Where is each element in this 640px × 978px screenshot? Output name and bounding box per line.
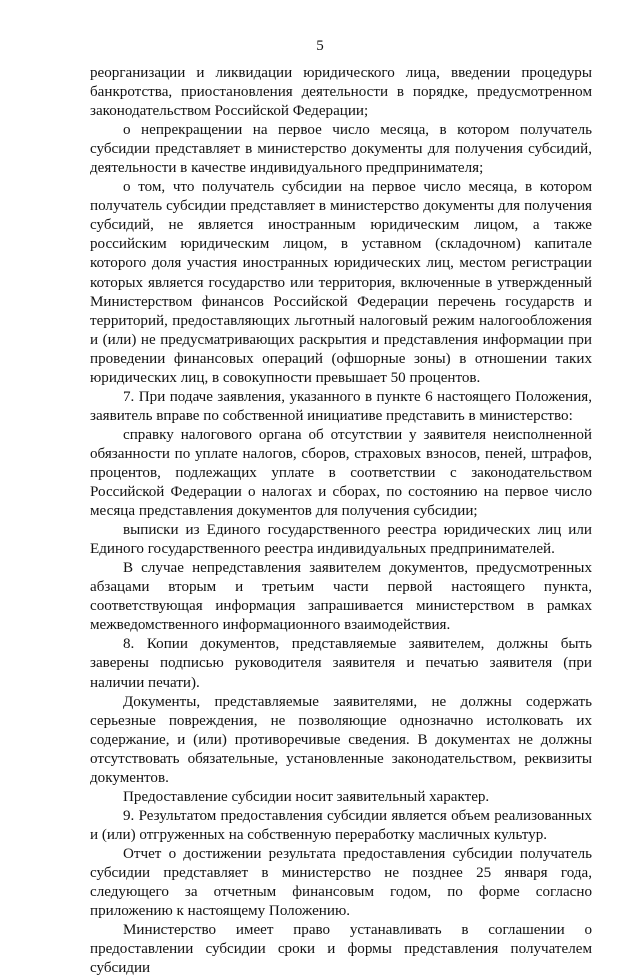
- paragraph: выписки из Единого государственного реестра юридических лиц или Единого государственного реестра индивидуальных предпринимателей.: [90, 522, 592, 558]
- paragraph: о том, что получатель субсидии на первое число месяца, в котором получатель субсидии представляет в министерство документы для получения субсидий, не является иностранным юридическим лицом, а также российским юридическим лицом, в уставном (складочном) капитале которого доля участия иностранных юридических лиц, местом регистрации которых является государство или территория, включенные в утвержденный Министерством финансов Российской Федерации перечень государств и территорий, предоставляющих льготный налоговый режим налогообложения и (или) не предусматривающих раскрытия и представления информации при проведении финансовых операций (офшорные зоны) в отношении таких юридических лиц, в совокупности превышает 50 процентов.: [90, 179, 592, 386]
- paragraph: о непрекращении на первое число месяца, в котором получатель субсидии представляет в министерство документы для получения субсидий, деятельности в качестве индивидуального предпринимателя;: [90, 122, 592, 177]
- paragraph-continuation: реорганизации и ликвидации юридического лица, введении процедуры банкротства, приостановления деятельности в порядке, предусмотренном законодательством Российской Федерации;: [90, 65, 592, 120]
- paragraph: справку налогового органа об отсутствии у заявителя неисполненной обязанности по уплате налогов, сборов, страховых взносов, пеней, штрафов, процентов, подлежащих уплате в соответствии с законодательством Российской Федерации о налогах и сборах, по состоянию на первое число месяца представления документов для получения субсидии;: [90, 426, 592, 520]
- paragraph-truncated: Министерство имеет право устанавливать в соглашении о предоставлении субсидии сроки и формы представления получателем субсидии: [90, 922, 592, 977]
- paragraph: В случае непредставления заявителем документов, предусмотренных абзацами вторым и третьим части первой настоящего пункта, соответствующая информация запрашивается министерством в рамках межведомственного информационного взаимодействия.: [90, 560, 592, 634]
- paragraph-clause-8: 8. Копии документов, представляемые заявителем, должны быть заверены подписью руководителя заявителя и печатью заявителя (при наличии печати).: [90, 636, 592, 691]
- document-body: [90, 64, 592, 978]
- paragraph-clause-7: 7. При подаче заявления, указанного в пункте 6 настоящего Положения, заявитель вправе по собственной инициативе представить в министерство:: [90, 388, 592, 424]
- paragraph: Отчет о достижении результата предоставления субсидии получатель субсидии представляет в министерство не позднее 25 января года, следующего за отчетным финансовым годом, по форме согласно приложению к настоящему Положению.: [90, 845, 592, 920]
- paragraph: Предоставление субсидии носит заявительный характер.: [123, 788, 490, 805]
- paragraph: Документы, представляемые заявителями, не должны содержать серьезные повреждения, не позволяющие однозначно истолковать их содержание, и (или) противоречивые сведения. В документах не должны отсутствовать обязательные, установленные законодательством, реквизиты документов.: [90, 693, 592, 786]
- paragraph-clause-9: 9. Результатом предоставления субсидии является объем реализованных и (или) отгруженных на собственную переработку масличных культур.: [90, 807, 592, 843]
- page-number: 5: [316, 38, 324, 54]
